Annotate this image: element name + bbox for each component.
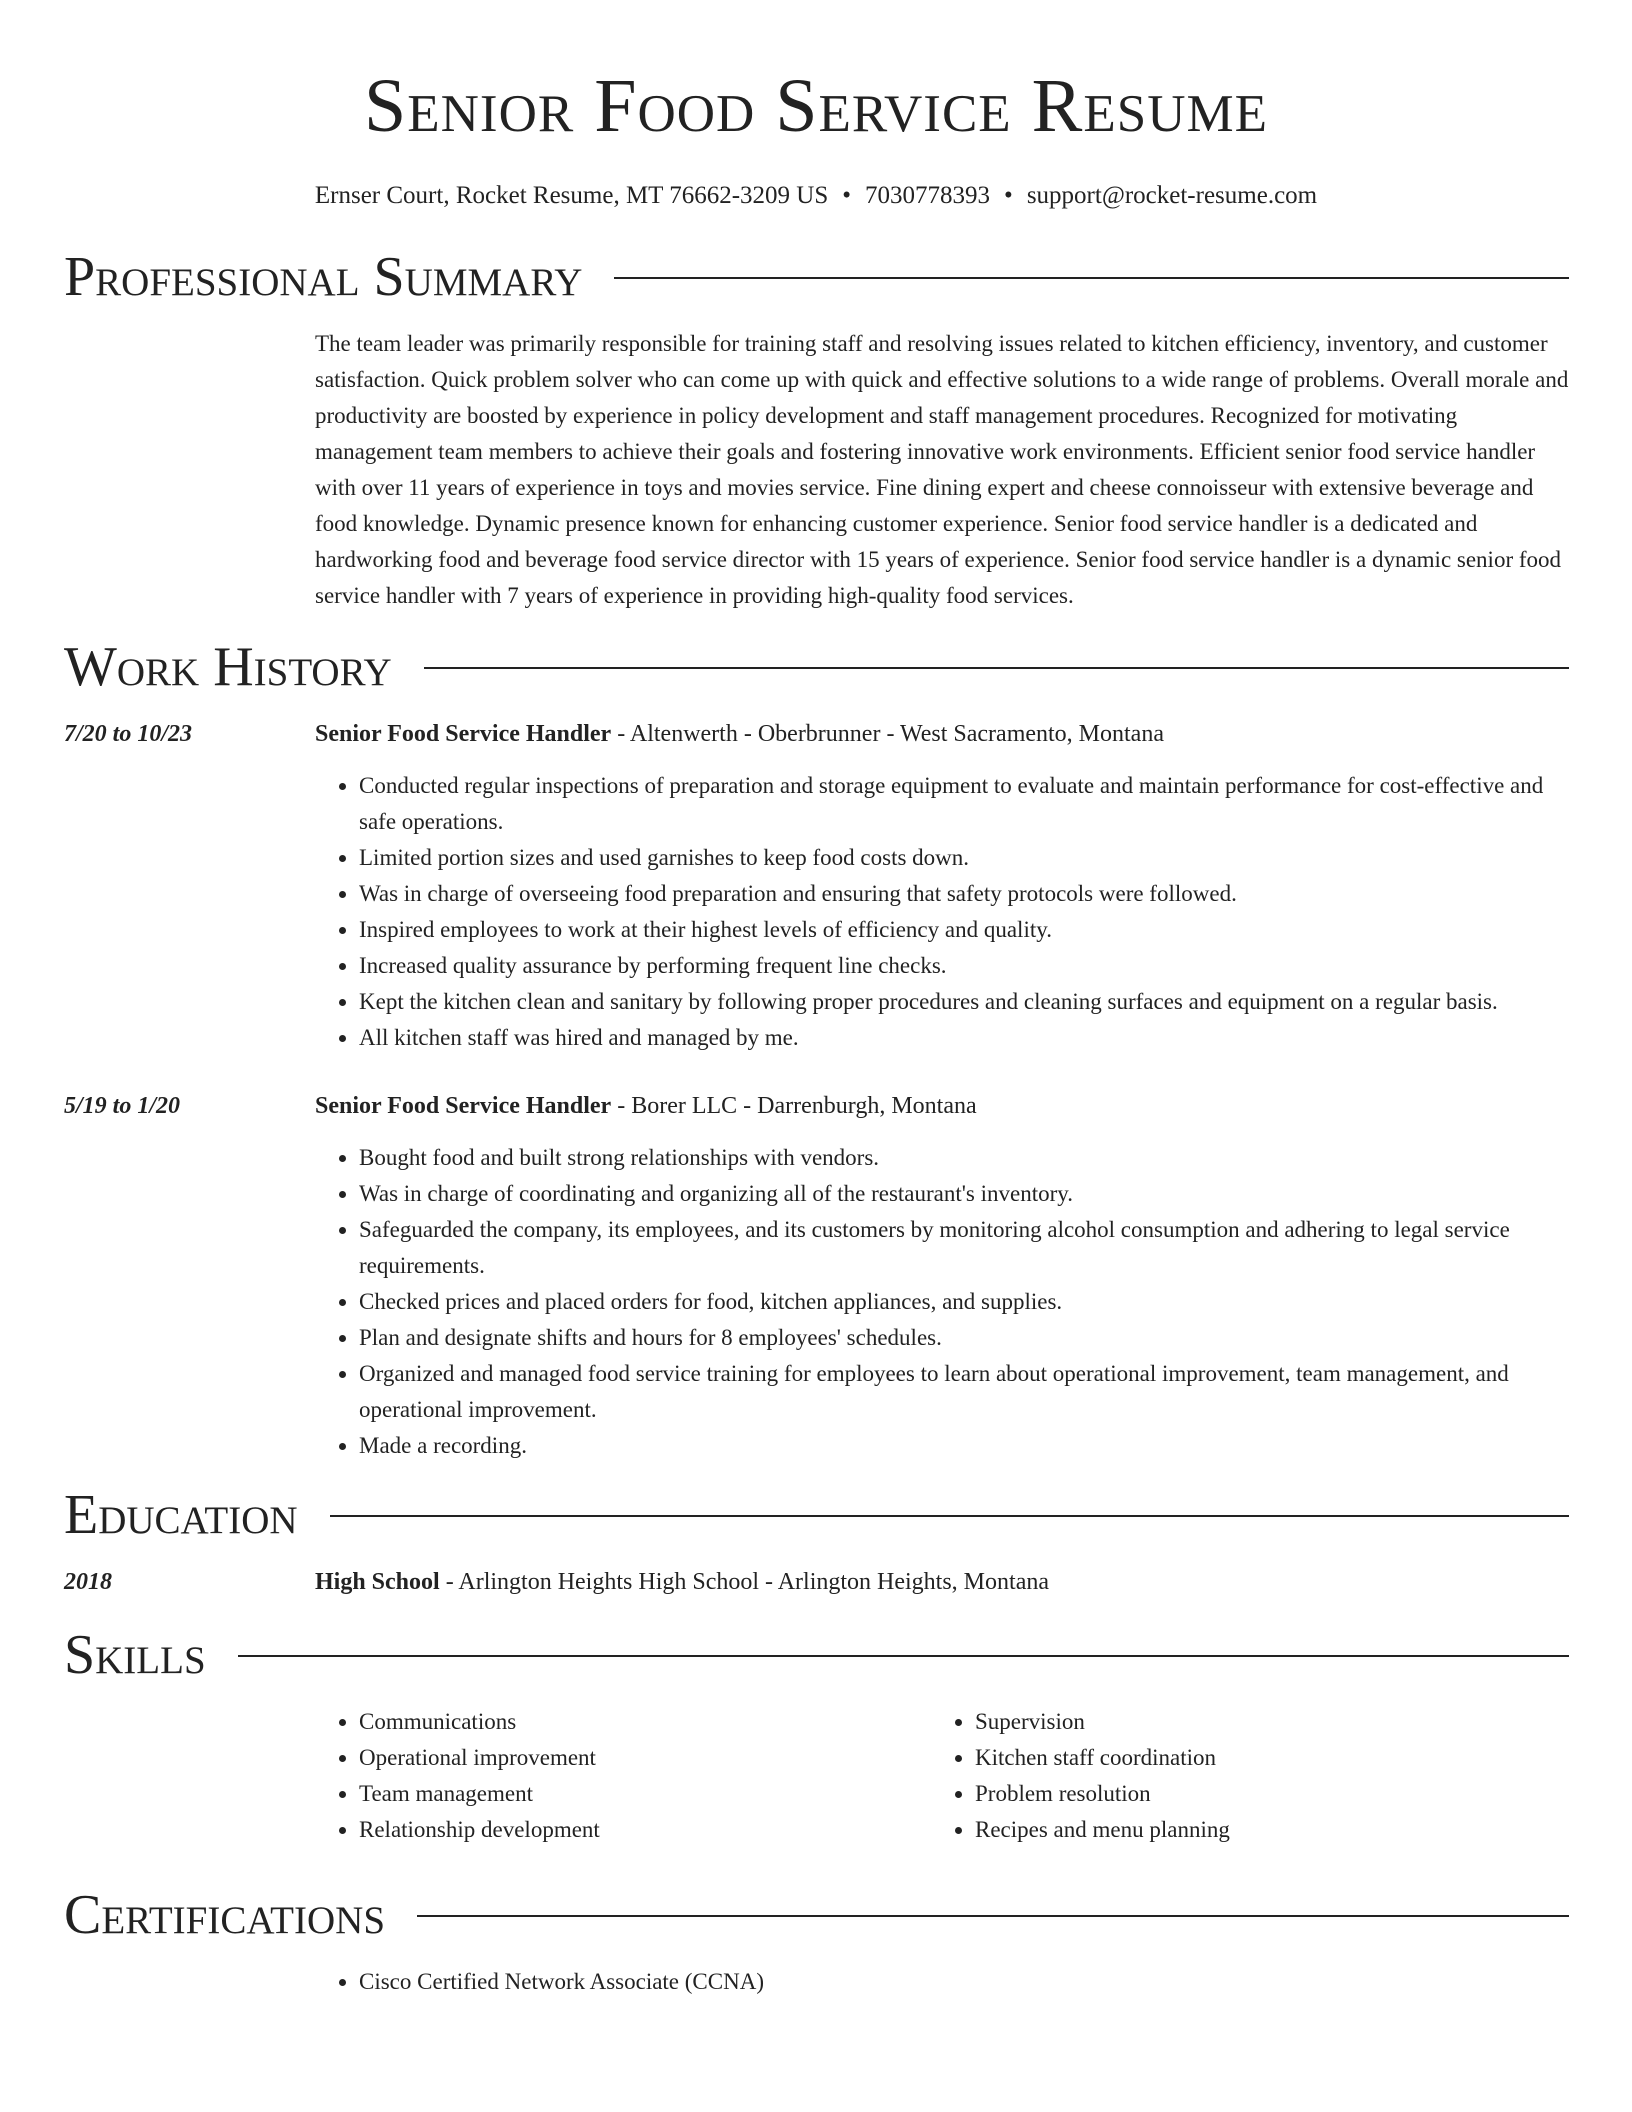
summary-text: The team leader was primarily responsible for training staff and resolving issues related to kitchen efficiency, inventory, and customer satisfaction. Quick problem solver who can come up with quick and effective solutions to a wide range of problems. Overall morale and productivity are boosted by experience in policy development and staff management procedures. Recognized for motivating management team members to achieve their goals and fostering innovative work environments. Efficient senior food service handler with over 11 years of experience in toys and movies service. Fine dining expert and cheese connoisseur with extensive beverage and food knowledge. Dynamic presence known for enhancing customer experience. Senior food service handler is a dedicated and hardworking food and beverage food service director with 15 years of experience. Senior food service handler is a dynamic senior food service handler with 7 years of experience in providing high-quality food services. <box>315 331 1569 608</box>
list-item: • Limited portion sizes and used garnishes to keep food costs down. <box>359 840 1569 876</box>
contact-separator: • <box>842 182 852 209</box>
list-item: • Was in charge of overseeing food preparation and ensuring that safety protocols were followed. <box>359 876 1569 912</box>
job-bullets <box>315 768 1569 1056</box>
job-heading <box>315 1088 1569 1124</box>
skill-item: • Recipes and menu planning <box>975 1812 1230 1848</box>
list-item: • Checked prices and placed orders for food, kitchen appliances, and supplies. <box>359 1284 1569 1320</box>
contact-line <box>0 180 1632 212</box>
list-item: • Organized and managed food service training for employees to learn about operational improvement, team management, and operational improvement. <box>359 1356 1569 1428</box>
list-item: • Increased quality assurance by performing frequent line checks. <box>359 948 1569 984</box>
skill-item: • Supervision <box>975 1704 1230 1740</box>
work-history-section <box>64 636 1569 1464</box>
skills-section <box>64 1624 1569 1848</box>
job-employer: - Borer LLC - Darrenburgh, Montana <box>611 1093 977 1119</box>
section-divider <box>614 277 1569 279</box>
section-divider <box>330 1515 1569 1517</box>
section-header <box>64 1624 1569 1686</box>
certification-item: • Cisco Certified Network Associate (CCNA) <box>359 1964 1569 2000</box>
job-title: Senior Food Service Handler <box>315 1093 612 1119</box>
skill-item: • Team management <box>359 1776 931 1812</box>
job-employer: - Altenwerth - Oberbrunner - West Sacramento, Montana <box>611 721 1164 747</box>
contact-address: Ernser Court, Rocket Resume, MT 76662-3209 US <box>314 182 829 209</box>
list-item: • Made a recording. <box>359 1428 1569 1464</box>
section-title: Professional Summary <box>64 246 583 308</box>
section-header <box>64 1484 1569 1546</box>
skill-item: • Communications <box>359 1704 931 1740</box>
job-dates: 7/20 to 10/23 <box>64 721 193 747</box>
certifications-list <box>315 1964 1569 2000</box>
section-title: Certifications <box>64 1884 386 1946</box>
contact-phone: 7030778393 <box>865 182 991 209</box>
summary-section <box>64 246 1569 614</box>
job-dates: 5/19 to 1/20 <box>64 1093 181 1119</box>
section-divider <box>417 1915 1569 1917</box>
education-section <box>64 1484 1569 1600</box>
contact-email: support@rocket-resume.com <box>1026 182 1318 209</box>
section-title: Work History <box>64 636 392 698</box>
job-entry <box>64 1088 1569 1464</box>
section-title: Education <box>64 1484 298 1546</box>
section-header <box>64 246 1569 308</box>
contact-separator: • <box>1004 182 1013 209</box>
section-title: Skills <box>64 1624 206 1686</box>
education-year: 2018 <box>64 1569 112 1595</box>
skills-list-left <box>315 1704 931 1848</box>
education-school: - Arlington Heights High School - Arlington Heights, Montana <box>439 1569 1049 1595</box>
skill-item: • Operational improvement <box>359 1740 931 1776</box>
section-divider <box>238 1655 1569 1657</box>
list-item: • Plan and designate shifts and hours for 8 employees' schedules. <box>359 1320 1569 1356</box>
list-item: • Was in charge of coordinating and organizing all of the restaurant's inventory. <box>359 1176 1569 1212</box>
job-bullets <box>315 1140 1569 1464</box>
certifications-section <box>64 1884 1569 2000</box>
skill-item: • Kitchen staff coordination <box>975 1740 1230 1776</box>
list-item: • Conducted regular inspections of preparation and storage equipment to evaluate and maintain performance for cost-effective and safe operations. <box>359 768 1569 840</box>
skills-list-right <box>931 1704 1230 1848</box>
list-item: • Safeguarded the company, its employees, and its customers by monitoring alcohol consumption and adhering to legal service requirements. <box>359 1212 1569 1284</box>
list-item: • All kitchen staff was hired and managed by me. <box>359 1020 1569 1056</box>
section-header <box>64 636 1569 698</box>
education-heading <box>315 1564 1569 1600</box>
education-entry <box>64 1564 1569 1600</box>
section-header <box>64 1884 1569 1946</box>
skills-grid <box>315 1704 1569 1848</box>
list-item: • Kept the kitchen clean and sanitary by following proper procedures and cleaning surfaces and equipment on a regular basis. <box>359 984 1569 1020</box>
job-entry <box>64 716 1569 1056</box>
skill-item: • Problem resolution <box>975 1776 1230 1812</box>
job-title: Senior Food Service Handler <box>315 721 612 747</box>
education-degree: High School <box>315 1569 440 1595</box>
job-heading <box>315 716 1569 752</box>
resume-title: Senior Food Service Resume <box>364 64 1268 148</box>
list-item: • Inspired employees to work at their highest levels of efficiency and quality. <box>359 912 1569 948</box>
section-divider <box>424 667 1569 669</box>
list-item: • Bought food and built strong relationships with vendors. <box>359 1140 1569 1176</box>
skill-item: • Relationship development <box>359 1812 931 1848</box>
